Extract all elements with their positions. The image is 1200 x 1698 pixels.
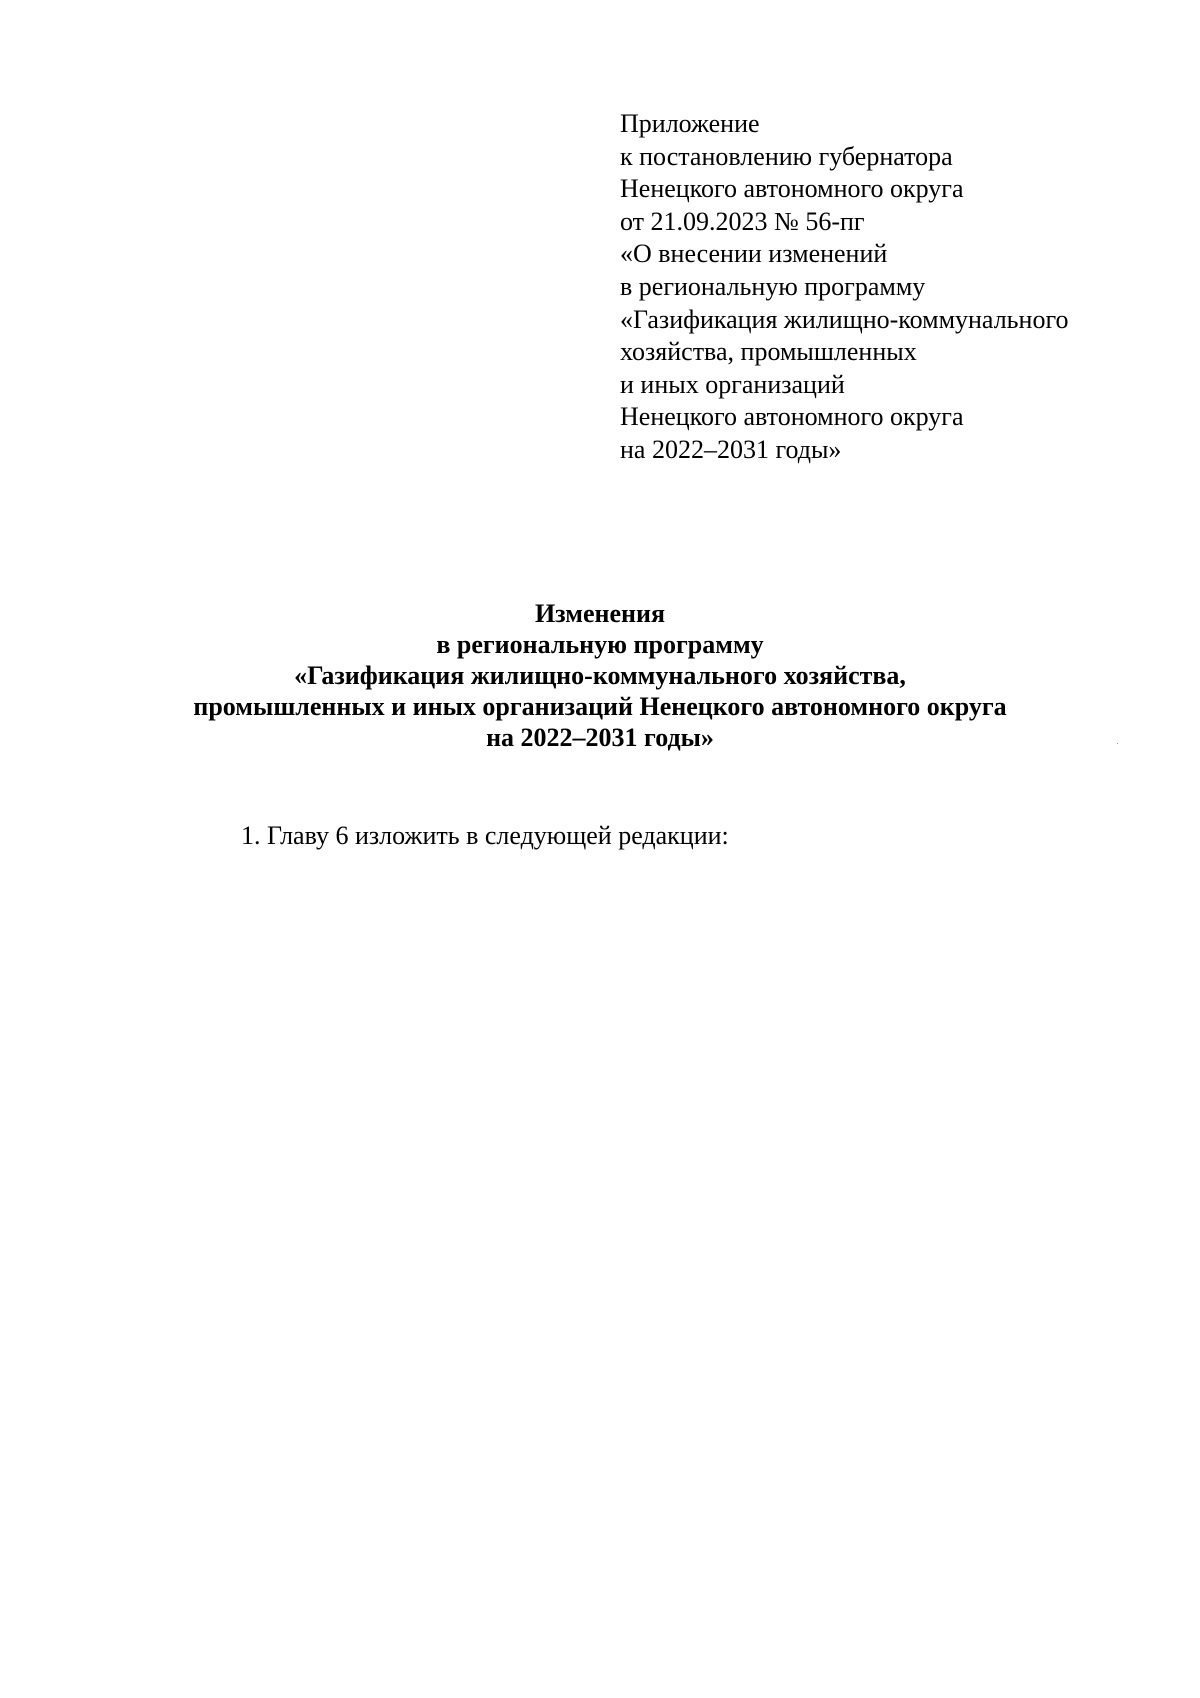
title-line-5: на 2022–2031 годы»: [486, 723, 714, 752]
body-paragraph-1: 1. Главу 6 изложить в следующей редакции:: [241, 821, 729, 850]
appendix-line-10: Ненецкого автономного округа: [620, 402, 964, 432]
document-title: [100, 598, 1100, 753]
title-line-1: Изменения: [534, 599, 666, 628]
appendix-line-3: Ненецкого автономного округа: [620, 174, 964, 204]
appendix-line-5: «О внесении изменений: [620, 239, 888, 269]
appendix-line-6: в региональную программу: [620, 271, 926, 301]
appendix-header: [620, 108, 1180, 467]
appendix-line-7: «Газификация жилищно-коммунального: [620, 304, 1069, 334]
appendix-line-4: от 21.09.2023 № 56-пг: [620, 206, 865, 236]
appendix-line-11: на 2022–2031 годы»: [620, 434, 842, 464]
appendix-line-2: к постановлению губернатора: [620, 141, 953, 171]
appendix-line-8: хозяйства, промышленных: [620, 337, 917, 367]
appendix-line-9: и иных организаций: [620, 369, 845, 399]
appendix-line-1: Приложение: [620, 109, 760, 138]
title-line-2: в региональную программу: [436, 630, 764, 659]
title-line-4: промышленных и иных организаций Ненецкого автономного округа: [193, 692, 1007, 721]
title-line-3: «Газификация жилищно-коммунального хозяйства,: [294, 661, 906, 690]
scan-speck: [1117, 743, 1118, 744]
